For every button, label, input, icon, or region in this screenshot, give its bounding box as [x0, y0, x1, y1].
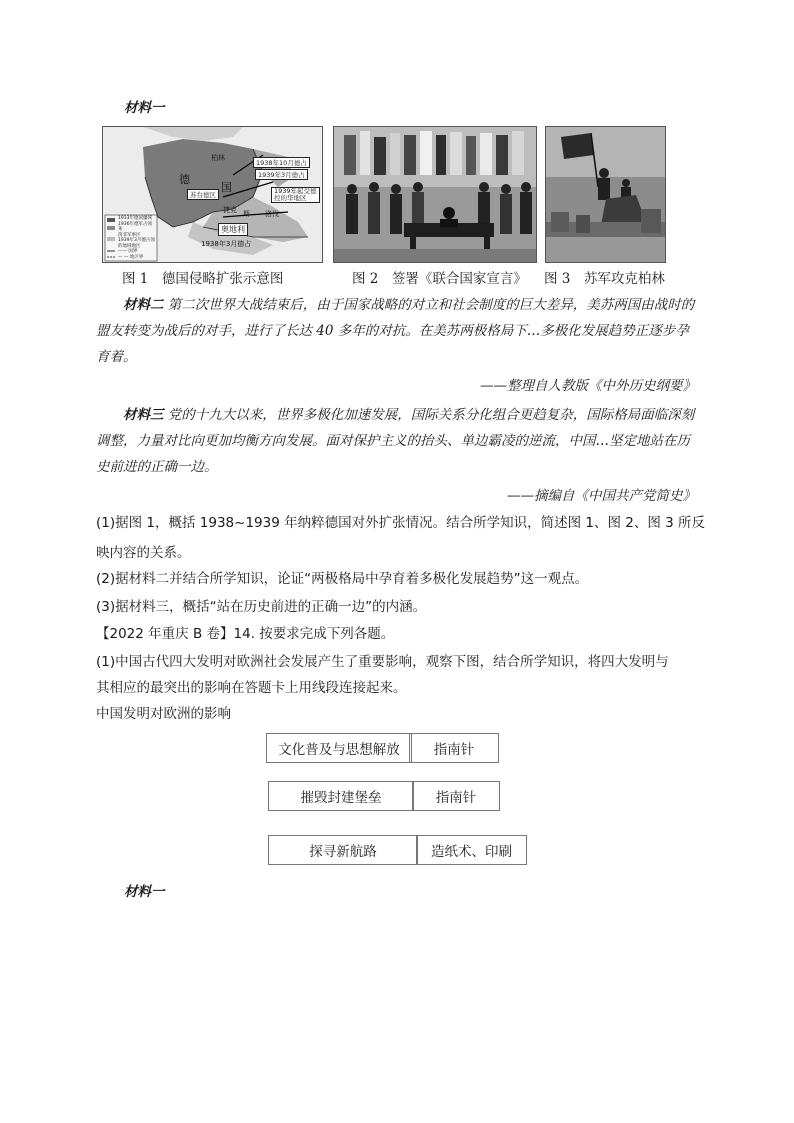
question-3: (3)据材料三，概括“站在历史前进的正确一边”的内涵。	[96, 599, 427, 615]
reichstag-photo-graphic	[546, 127, 665, 262]
material1-heading-bottom: 材料一	[124, 884, 165, 900]
material2-text: 第二次世界大战结束后，由于国家战略的对立和社会制度的巨大差异，美苏两国由战时的盟友转变为战后的对手，进行了长达 40 多年的对抗。在美苏两极格局下…多极化发展趋势正逐步孕育着。	[96, 297, 695, 365]
map-tag-1938-mar: 1938年3月德占	[201, 240, 252, 248]
map-label-jieke: 捷克	[223, 206, 237, 214]
figure2-photo	[333, 126, 537, 263]
question-2: (2)据材料二并结合所学知识，论证“两极格局中孕育着多极化发展趋势”这一观点。	[96, 571, 589, 587]
map-label-luofa: 洛伐	[265, 210, 279, 218]
signing-photo-graphic	[334, 127, 536, 262]
map-label-berlin: 柏林	[211, 154, 225, 162]
map-tag-1939-control: 1939年起受德 控的华地区	[271, 187, 320, 203]
legend-item: 1939年3月德占领 的地域地区	[118, 238, 155, 249]
question-1-line-1: (1)据图 1，概括 1938~1939 年纳粹德国对外扩张情况。结合所学知识，简述图 1、图 2、图 3 所反	[96, 515, 706, 531]
map-label-germany-1: 德	[179, 173, 190, 186]
map-label-austria: 奥地利	[218, 223, 248, 236]
material3-source: ——摘编自《中国共产党简史》	[507, 488, 696, 504]
exam-header: 【2022 年重庆 B 卷】14. 按要求完成下列各题。	[96, 626, 395, 642]
map-label-sudeten: 苏台德区	[187, 189, 219, 200]
map-tag-1938-oct: 1938年10月德占	[253, 157, 310, 168]
invention-box-compass-1: 指南针	[409, 733, 499, 763]
legend-item: 1936年德军占领莱 茵非军事区	[118, 221, 152, 238]
figure2-caption: 图 2 签署《联合国家宣言》	[352, 271, 527, 287]
legend-item: — — 地区界	[118, 254, 144, 260]
invention-box-paper-printing: 造纸术、印刷	[416, 835, 527, 865]
map-tag-1939-mar: 1939年3月德占	[255, 169, 308, 180]
diagram-title: 中国发明对欧洲的影响	[96, 706, 231, 722]
material3-label: 材料三	[123, 407, 164, 423]
map-label-germany-2: 国	[221, 181, 232, 194]
part1-line-2: 其相应的最突出的影响在答题卡上用线段连接起来。	[96, 680, 407, 696]
material2-label: 材料二	[123, 297, 164, 313]
part1-line-1: (1)中国古代四大发明对欧洲社会发展产生了重要影响，观察下图，结合所学知识，将四大发明与	[96, 654, 669, 670]
material2-paragraph	[96, 292, 696, 370]
map-legend	[118, 216, 156, 260]
figure3-caption: 图 3 苏军攻克柏林	[544, 271, 665, 287]
figure3-photo	[545, 126, 666, 263]
material2-source: ——整理自人教版《中外历史纲要》	[480, 378, 696, 394]
map-label-si: 斯	[243, 210, 250, 218]
material3-text: 党的十九大以来，世界多极化加速发展，国际关系分化组合更趋复杂，国际格局面临深刻调整，力量对比向更加均衡方向发展。面对保护主义的抬头、单边霸凌的逆流，中国…坚定地站在历史前进的正确一边。	[96, 407, 695, 475]
figure1-caption: 图 1 德国侵略扩张示意图	[122, 271, 284, 287]
impact-box-sea-route: 探寻新航路	[268, 835, 418, 865]
impact-box-feudal: 摧毁封建堡垒	[268, 781, 414, 811]
material1-heading: 材料一	[124, 100, 165, 116]
invention-box-compass-2: 指南针	[412, 781, 500, 811]
question-1-line-2: 映内容的关系。	[96, 545, 191, 561]
figure1-map	[102, 126, 323, 263]
material3-paragraph	[96, 402, 696, 480]
legend-item: 1933年德国疆域	[118, 216, 152, 221]
impact-box-culture: 文化普及与思想解放	[266, 733, 412, 763]
legend-item: —— 国界	[118, 249, 138, 254]
